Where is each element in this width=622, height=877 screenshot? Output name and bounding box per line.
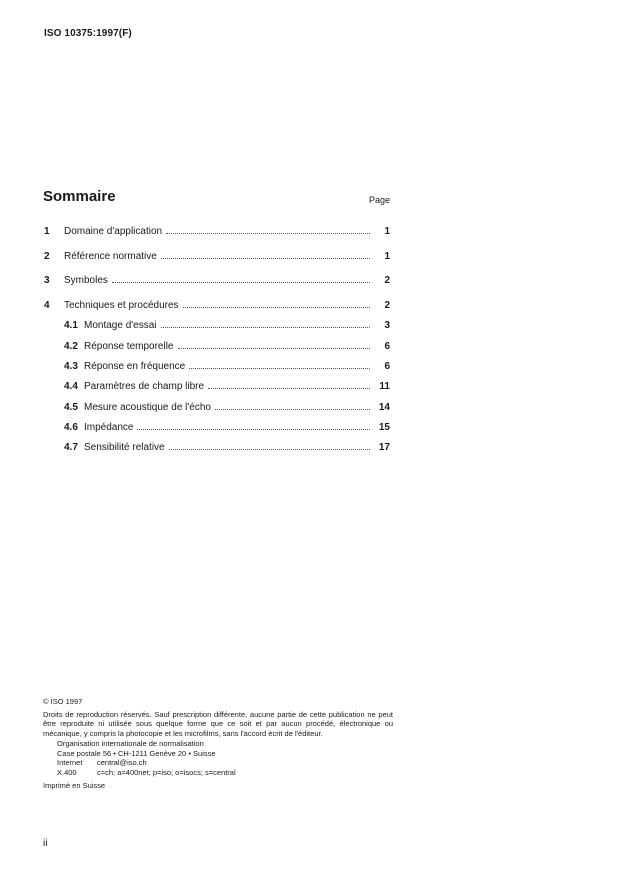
toc-entry-label: Symboles (64, 275, 108, 286)
toc-entry-page: 17 (378, 442, 390, 453)
toc-entry-label: Réponse temporelle (84, 341, 174, 352)
toc-page-label: Page (368, 195, 390, 205)
x400-label: X.400 (57, 767, 77, 777)
dot-leader (208, 388, 370, 389)
toc-entry-4-6[interactable] (44, 419, 390, 433)
dot-leader (161, 327, 370, 328)
rights-statement: Droits de reproduction réservés. Sauf prescription différente, aucune partie de cette publication ne peut être reproduite ni utilisée sous quelque forme que ce soit et par aucun procédé, électronique ou mécanique, y compris la photocopie et les microfilms, sans l'accord écrit de l'éditeur. (43, 709, 393, 738)
toc-entry-4-5[interactable] (44, 399, 390, 413)
toc-entry-number: 4.5 (64, 402, 78, 413)
org-name: Organisation internationale de normalisation (57, 739, 204, 748)
toc-entry-label: Mesure acoustique de l'écho (84, 402, 211, 413)
x400-contact (57, 768, 393, 778)
toc-entry-4[interactable] (44, 297, 390, 311)
toc-entry-label: Sensibilité relative (84, 442, 165, 453)
toc-entry-label: Réponse en fréquence (84, 361, 186, 372)
toc-entry-3[interactable] (44, 272, 390, 286)
dot-leader (183, 307, 370, 308)
toc-entry-number: 4 (44, 300, 50, 311)
page-number: ii (43, 838, 48, 849)
copyright-line: © ISO 1997 (43, 697, 83, 706)
internet-label: Internet (57, 758, 83, 767)
toc-entry-4-7[interactable] (44, 439, 390, 453)
toc-entry-number: 4.6 (64, 422, 78, 433)
printed-in: Imprimé en Suisse (43, 781, 106, 790)
toc-entry-number: 1 (44, 226, 50, 237)
toc-entry-number: 2 (44, 251, 50, 262)
toc-entry-page: 1 (384, 226, 390, 237)
toc-entry-label: Impédance (84, 422, 134, 433)
dot-leader (137, 429, 370, 430)
dot-leader (169, 449, 370, 450)
document-id: ISO 10375:1997(F) (44, 28, 132, 39)
x400-value: c=ch; a=400net; p=iso; o=isocs; s=central (97, 767, 236, 777)
toc-entry-2[interactable] (44, 248, 390, 262)
toc-entry-page: 11 (379, 381, 390, 392)
dot-leader (215, 409, 370, 410)
dot-leader (112, 282, 370, 283)
toc-entry-number: 3 (44, 275, 50, 286)
toc-entry-number: 4.1 (64, 320, 78, 331)
toc-entry-page: 2 (384, 275, 390, 286)
publisher-block (57, 739, 393, 777)
toc-entry-number: 4.3 (64, 361, 78, 372)
toc-entry-4-3[interactable] (44, 358, 390, 372)
publication-notice (43, 697, 393, 791)
dot-leader (178, 348, 371, 349)
toc-entry-1[interactable] (44, 223, 390, 237)
toc-entry-page: 15 (378, 422, 390, 433)
toc-entry-page: 6 (384, 341, 390, 352)
toc-entry-label: Domaine d'application (64, 226, 163, 237)
toc-entry-page: 1 (384, 251, 390, 262)
dot-leader (189, 368, 370, 369)
org-address: Case postale 56 • CH-1211 Genève 20 • Suisse (57, 748, 216, 758)
toc-entry-page: 3 (384, 320, 390, 331)
toc-entry-label: Montage d'essai (84, 320, 157, 331)
internet-contact (57, 758, 393, 768)
toc-entry-page: 6 (384, 361, 390, 372)
toc-entry-number: 4.2 (64, 341, 78, 352)
internet-value: central@iso.ch (97, 758, 147, 767)
toc-entry-4-4[interactable] (44, 378, 390, 392)
toc-entry-label: Référence normative (64, 251, 157, 262)
toc-entry-4-1[interactable] (44, 317, 390, 331)
toc-title: Sommaire (43, 188, 116, 205)
dot-leader (166, 233, 370, 234)
toc-entry-page: 14 (378, 402, 390, 413)
toc-entry-number: 4.7 (64, 442, 78, 453)
toc-entry-label: Paramètres de champ libre (84, 381, 205, 392)
toc-entry-label: Techniques et procédures (64, 300, 179, 311)
toc-entry-number: 4.4 (64, 381, 78, 392)
toc-entry-page: 2 (384, 300, 390, 311)
dot-leader (161, 258, 370, 259)
toc-entry-4-2[interactable] (44, 338, 390, 352)
